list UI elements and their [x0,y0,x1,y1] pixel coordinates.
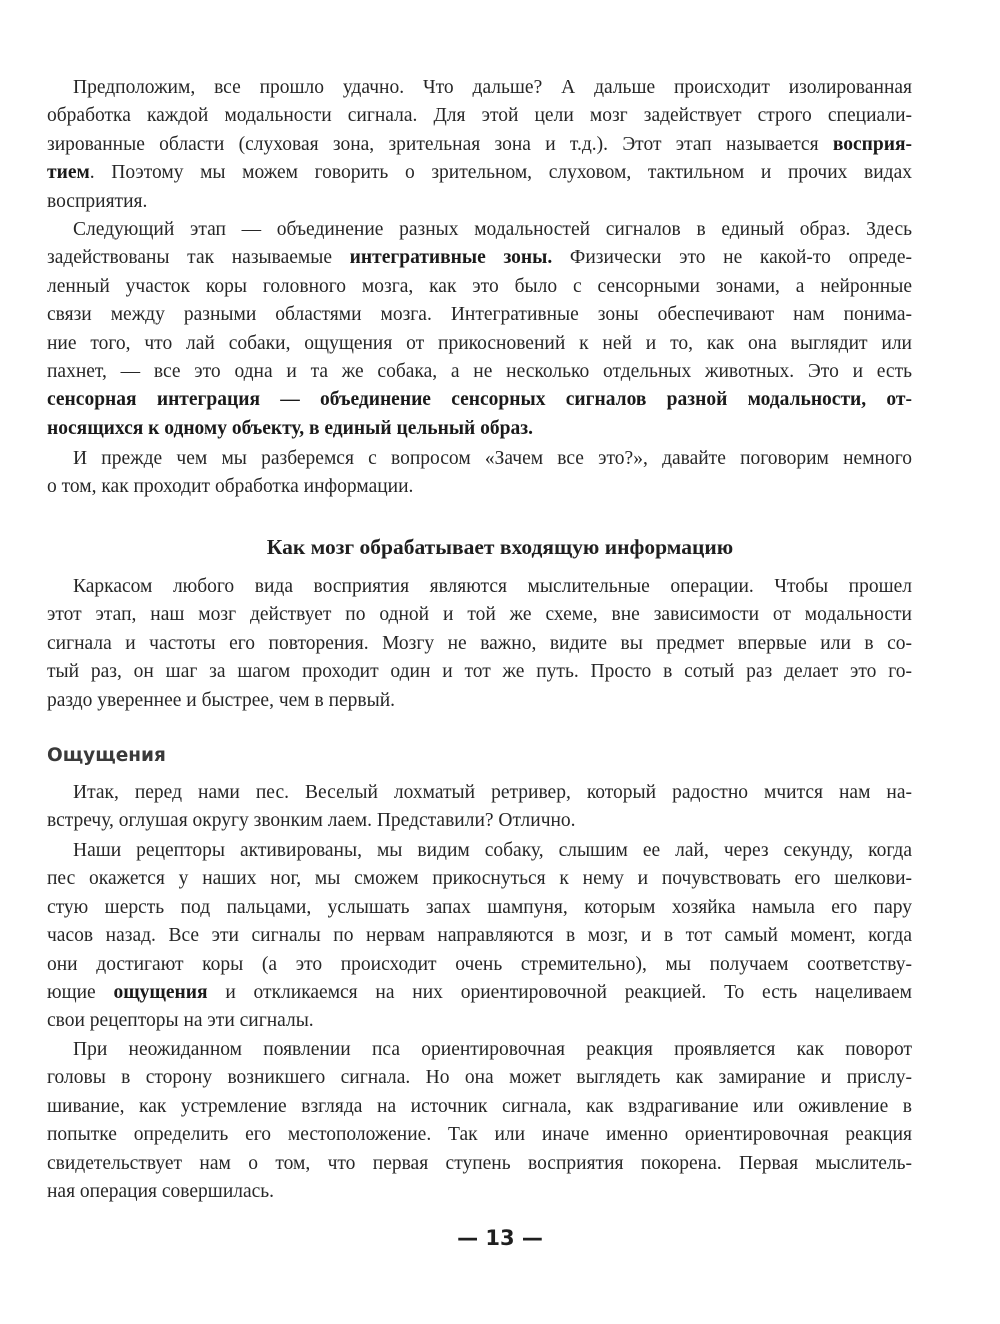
text-segment: Следующий этап — объединение разных модальностей сигналов в единый образ. Здесь [73,219,912,240]
paragraph-4 [47,573,912,715]
text-line [47,865,912,893]
bold-term: сенсорная интеграция — объединение сенсорных сигналов разной модальности, от- [47,389,912,411]
text-segment: сигнала и частоты его повторения. Мозгу не важно, видите вы предмет впервые или в со- [47,632,912,654]
text-line [47,1150,912,1178]
text-line [47,358,912,386]
text-line [47,1007,912,1035]
text-segment: Наши рецепторы активированы, мы видим собаку, слышим ее лай, через секунду, когда [73,840,912,861]
text-segment: ная операция совершилась. [47,1180,275,1202]
text-line [47,131,912,159]
bold-term: интегративные зоны. [349,247,553,269]
text-line [47,658,912,686]
text-line [47,837,912,865]
text-segment: они достигают коры (а это происходит очень стремительно), мы получаем соответству- [47,953,912,975]
text-segment: пес окажется у наших ног, мы сможем прикоснуться к нему и почувствовать его шелкови- [47,868,912,890]
paragraph-3 [47,445,912,502]
text-segment: связи между разными областями мозга. Интегративные зоны обеспечивают нам понима- [47,304,912,326]
text-line [47,779,912,807]
text-segment: свидетельствует нам о том, что первая ступень восприятия покорена. Первая мыслитель- [47,1152,912,1174]
text-segment: задействованы так называемые [47,247,350,269]
paragraph-5 [47,779,912,836]
text-segment: Каркасом любого вида восприятия являются мыслительные операции. Чтобы прошел [73,576,912,597]
paragraph-6 [47,837,912,1036]
text-segment: восприятия. [47,190,148,212]
text-line [47,1093,912,1121]
text-line [47,386,912,414]
text-segment: свои рецепторы на эти сигналы. [47,1010,314,1032]
text-segment: раздо увереннее и быстрее, чем в первый. [47,689,396,711]
text-line [47,922,912,950]
text-line [47,601,912,629]
text-segment: этот этап, наш мозг действует по одной и той же схеме, вне зависимости от модальности [47,604,912,626]
text-segment: и откликаемся на них ориентировочной реакцией. То есть нацеливаем [207,981,912,1003]
text-segment: ние того, что лай собаки, ощущения от прикосновений к ней и то, как она выглядит или [47,332,912,354]
text-line [47,188,912,216]
subheading: Ощущения [47,745,166,766]
page-number: — 13 — [457,1226,543,1250]
paragraph-1 [47,74,912,216]
bold-term: носящихся к одному объекту, в единый цельный образ. [47,417,533,439]
text-line [47,573,912,601]
text-line [47,330,912,358]
text-line [47,273,912,301]
text-line [47,415,912,443]
text-segment: о том, как проходит обработка информации. [47,476,414,498]
text-segment: пахнет, — все это одна и та же собака, а не несколько отдельных животных. Это и есть [47,360,912,382]
text-segment: ленный участок коры головного мозга, как это было с сенсорными зонами, а нейронные [47,275,912,297]
text-line [47,1064,912,1092]
text-line [47,1178,912,1206]
text-line [47,216,912,244]
text-segment: . Поэтому мы можем говорить о зрительном, слуховом, тактильном и прочих видах [89,162,912,184]
text-segment: Физически это не какой-то опреде- [552,247,912,269]
text-line [47,894,912,922]
text-segment: попытке определить его местоположение. Так или иначе именно ориентировочная реакция [47,1124,912,1146]
text-line [47,1036,912,1064]
text-segment: шивание, как устремление взгляда на источник сигнала, как вздрагивание или оживление в [47,1095,912,1117]
text-line [47,630,912,658]
text-segment: головы в сторону возникшего сигнала. Но она может выглядеть как замирание и прислу- [47,1067,912,1089]
text-segment: часов назад. Все эти сигналы по нервам направляются в мозг, и в тот самый момент, когда [47,925,912,947]
text-line [47,979,912,1007]
text-line [47,301,912,329]
paragraph-2 [47,216,912,443]
text-segment: стую шерсть под пальцами, услышать запах шампуня, которым хозяйка намыла его пару [47,896,912,918]
bold-term: ощущения [113,981,208,1003]
text-segment: При неожиданном появлении пса ориентировочная реакция проявляется как поворот [73,1039,912,1060]
text-line [47,244,912,272]
text-line [47,74,912,102]
text-segment: Итак, перед нами пес. Веселый лохматый ретривер, который радостно мчится нам на- [73,782,912,803]
text-line [47,687,912,715]
text-line [47,473,912,501]
text-line [47,951,912,979]
text-segment: ющие [47,981,114,1003]
section-heading: Как мозг обрабатывает входящую информацию [266,535,734,559]
paragraph-7 [47,1036,912,1206]
bold-term: тием [47,162,90,184]
text-segment: Предположим, все прошло удачно. Что дальше? А дальше происходит изолированная [73,77,912,98]
bold-term: восприя- [832,133,912,155]
text-segment: зированные области (слуховая зона, зрительная зона и т.д.). Этот этап называется [47,133,833,155]
text-line [47,807,912,835]
text-segment: обработка каждой модальности сигнала. Для этой цели мозг задействует строго специали- [47,105,912,127]
text-line [47,102,912,130]
text-segment: И прежде чем мы разберемся с вопросом «Зачем все это?», давайте поговорим немного [73,448,912,469]
text-line [47,445,912,473]
text-segment: встречу, оглушая округу звонким лаем. Представили? Отлично. [47,810,576,832]
text-line [47,1121,912,1149]
text-segment: тый раз, он шаг за шагом проходит один и тот же путь. Просто в сотый раз делает это го- [47,661,912,683]
text-line [47,159,912,187]
